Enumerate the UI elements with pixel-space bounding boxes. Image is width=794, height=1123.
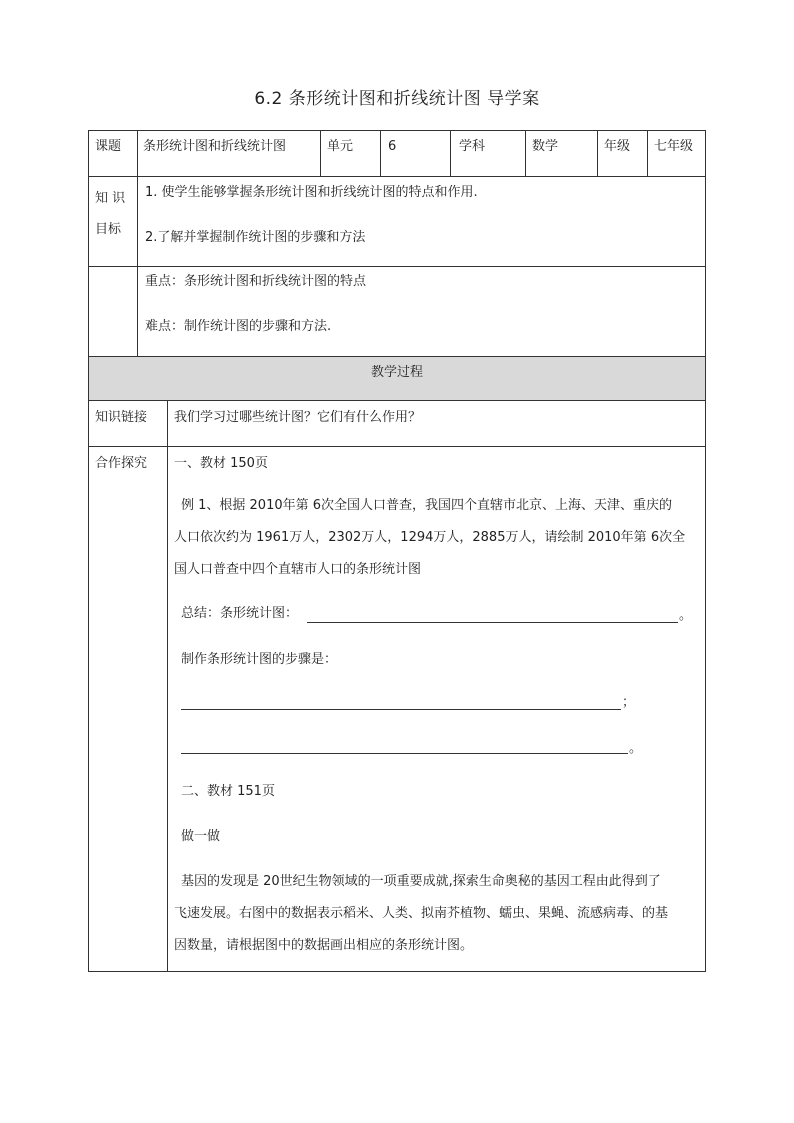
objective-item-2: 2.了解并掌握制作统计图的步骤和方法 xyxy=(145,230,366,245)
step-blank-1 xyxy=(181,709,621,710)
table-border xyxy=(88,971,706,972)
table-border xyxy=(647,130,648,176)
table-border xyxy=(525,130,526,176)
table-border xyxy=(137,130,138,176)
grade-label: 年级 xyxy=(604,139,631,154)
link-text: 我们学习过哪些统计图？它们有什么作用？ xyxy=(174,410,422,425)
table-border xyxy=(88,400,706,401)
link-label: 知识链接 xyxy=(95,410,148,425)
table-border xyxy=(88,130,89,972)
example-line-2: 人口依次约为 1961万人，2302万人，1294万人，2885万人，请绘制 2010年第 6次全 xyxy=(174,530,686,545)
difficult-point: 难点：制作统计图的步骤和方法. xyxy=(145,319,332,334)
summary-blank xyxy=(307,622,678,623)
topic-label: 课题 xyxy=(95,139,122,154)
gene-line-1: 基因的发现是 20世纪生物领域的一项重要成就,探索生命奥秘的基因工程由此得到了 xyxy=(181,874,661,889)
gene-line-3: 因数量，请根据图中的数据画出相应的条形统计图。 xyxy=(174,938,474,953)
step-line-1-end: ； xyxy=(622,695,636,710)
table-border xyxy=(450,130,451,176)
table-border xyxy=(88,130,706,131)
process-heading: 教学过程 xyxy=(370,365,423,380)
table-border xyxy=(88,356,706,357)
summary-label: 总结：条形统计图： xyxy=(181,606,299,621)
section-2-heading: 二、教材 151页 xyxy=(181,784,275,799)
table-border xyxy=(88,176,706,177)
try-label: 做一做 xyxy=(181,829,221,844)
table-border xyxy=(167,400,168,971)
topic-value: 条形统计图和折线统计图 xyxy=(143,139,287,154)
table-border xyxy=(597,130,598,176)
explore-label: 合作探究 xyxy=(95,456,148,471)
key-point: 重点：条形统计图和折线统计图的特点 xyxy=(145,274,367,289)
subject-label: 学科 xyxy=(459,139,486,154)
objectives-label-line2: 目标 xyxy=(95,222,122,237)
table-border xyxy=(380,130,381,176)
table-border xyxy=(320,130,321,176)
unit-label: 单元 xyxy=(327,139,354,154)
objectives-label-line1: 知 识 xyxy=(95,191,126,206)
steps-label: 制作条形统计图的步骤是： xyxy=(181,652,338,667)
table-border xyxy=(88,446,706,447)
section-1-heading: 一、教材 150页 xyxy=(174,456,268,471)
step-blank-2 xyxy=(181,753,628,754)
unit-value: 6 xyxy=(388,139,397,154)
subject-value: 数学 xyxy=(532,139,559,154)
example-line-1: 例 1、根据 2010年第 6次全国人口普查，我国四个直辖市北京、上海、天津、重庆的 xyxy=(181,498,673,513)
gene-line-2: 飞速发展。右图中的数据表示稻米、人类、拟南芥植物、蠕虫、果蝇、流感病毒、的基 xyxy=(174,906,669,921)
table-border xyxy=(705,130,706,972)
step-line-2-end: 。 xyxy=(629,741,643,756)
example-line-3: 国人口普查中四个直辖市人口的条形统计图 xyxy=(174,562,422,577)
table-border xyxy=(88,266,706,267)
objective-item-1: 1. 使学生能够掌握条形统计图和折线统计图的特点和作用. xyxy=(145,185,478,200)
summary-end: 。 xyxy=(679,608,693,623)
grade-value: 七年级 xyxy=(654,139,694,154)
table-border xyxy=(137,176,138,356)
page-title: 6.2 条形统计图和折线统计图 导学案 xyxy=(254,89,540,109)
